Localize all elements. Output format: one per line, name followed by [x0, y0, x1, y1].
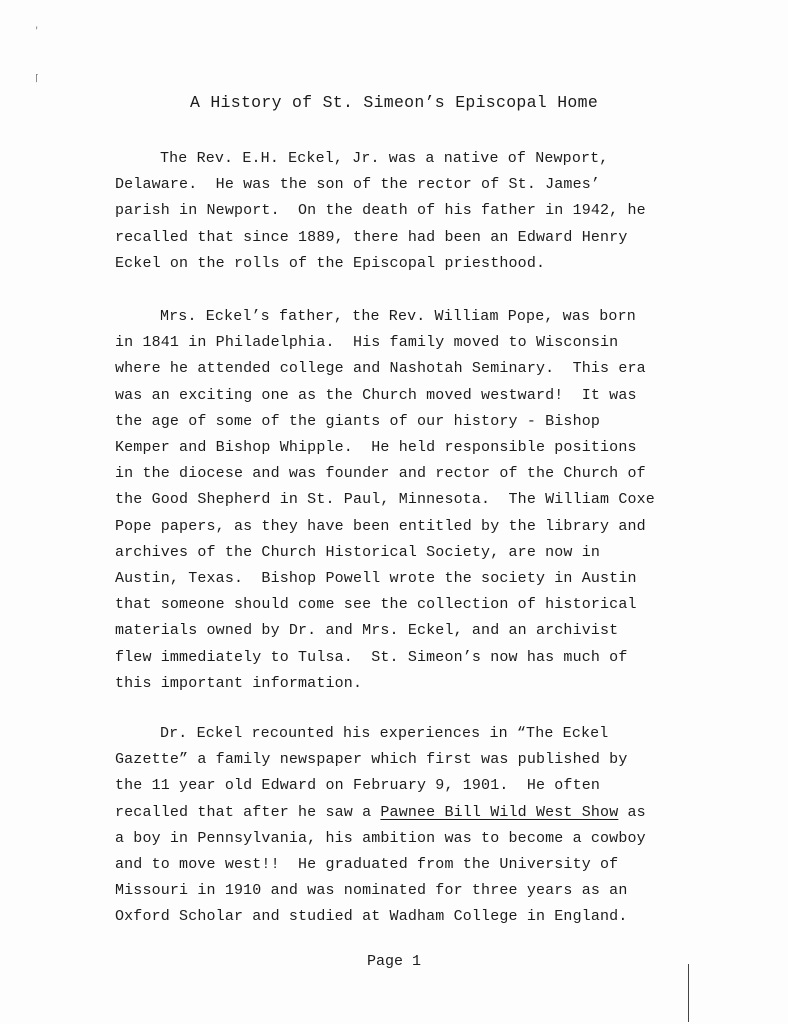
paragraph-line: archives of the Church Historical Society, are now in [115, 543, 601, 561]
paragraph-line: Gazette” a family newspaper which first was published by [115, 751, 628, 769]
paragraph-line: Mrs. Eckel’s father, the Rev. William Pope, was born [160, 308, 636, 325]
paragraph-line: was an exciting one as the Church moved westward! It was [115, 386, 637, 404]
paragraph-line-with-underline [115, 800, 675, 826]
paragraph-line: Oxford Scholar and studied at Wadham College in England. [115, 908, 628, 926]
paragraph-line: Austin, Texas. Bishop Powell wrote the society in Austin [115, 570, 637, 588]
scan-speck-icon: ′ [34, 26, 40, 36]
paragraph-line: the age of some of the giants of our history - Bishop [115, 412, 601, 430]
paragraph-pope-family [115, 304, 675, 697]
paragraph-line: The Rev. E.H. Eckel, Jr. was a native of Newport, [160, 150, 609, 167]
paragraph-eckel-gazette [115, 721, 675, 931]
paragraph-line: Missouri in 1910 and was nominated for three years as an [115, 882, 628, 900]
paragraph-line: Dr. Eckel recounted his experiences in “The Eckel [160, 725, 609, 742]
line-text-after: as [618, 803, 646, 821]
paragraph-line: parish in Newport. On the death of his father in 1942, he [115, 202, 646, 220]
paragraph-line: materials owned by Dr. and Mrs. Eckel, and an archivist [115, 622, 619, 640]
paragraph-line: Kemper and Bishop Whipple. He held responsible positions [115, 439, 637, 457]
paragraph-line: the Good Shepherd in St. Paul, Minnesota. The William Coxe [115, 491, 655, 509]
underlined-show-name: Pawnee Bill Wild West Show [380, 803, 619, 821]
paragraph-line: that someone should come see the collection of historical [115, 596, 637, 614]
paragraph-line: this important information. [115, 674, 363, 692]
paragraph-line: Eckel on the rolls of the Episcopal priesthood. [115, 254, 546, 272]
paragraph-line: where he attended college and Nashotah Seminary. This era [115, 360, 646, 378]
paragraph-line: a boy in Pennsylvania, his ambition was to become a cowboy [115, 829, 646, 847]
scan-edge-line [688, 964, 689, 1022]
scan-speck-icon: ⌈ [34, 74, 40, 84]
page-number: Page 1 [366, 953, 421, 970]
document-title: A History of St. Simeon’s Episcopal Home [189, 93, 599, 112]
paragraph-line: the 11 year old Edward on February 9, 1901. He often [115, 777, 601, 795]
paragraph-line: Pope papers, as they have been entitled by the library and [115, 517, 646, 535]
paragraph-line: Delaware. He was the son of the rector of St. James’ [115, 176, 601, 194]
line-text-before: recalled that after he saw a [115, 803, 381, 821]
paragraph-line: and to move west!! He graduated from the University of [115, 856, 619, 874]
paragraph-line: in 1841 in Philadelphia. His family moved to Wisconsin [115, 334, 619, 352]
paragraph-eckel-origins [115, 146, 675, 277]
paragraph-line: flew immediately to Tulsa. St. Simeon’s now has much of [115, 648, 628, 666]
paragraph-line: in the diocese and was founder and rector of the Church of [115, 465, 646, 483]
paragraph-line: recalled that since 1889, there had been an Edward Henry [115, 228, 628, 246]
